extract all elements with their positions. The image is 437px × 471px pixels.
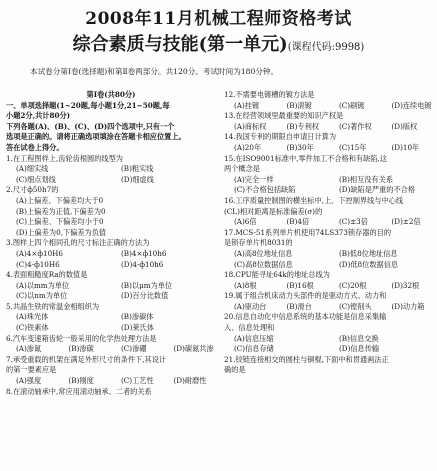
question	[6, 387, 216, 398]
option-row	[6, 175, 216, 186]
option-row	[224, 260, 434, 271]
question-stem: 3.图样上四个相同孔的尺寸标注正确的方法为	[6, 238, 150, 248]
question	[224, 291, 434, 312]
question-stem: 14.我国专利的期限自申请日计算为	[224, 132, 337, 142]
answer-option: (C)细点划线	[16, 174, 56, 184]
answer-option: (D)版权	[391, 121, 418, 131]
option-row	[6, 312, 216, 323]
option-row	[6, 376, 216, 387]
answer-option: (A)完全一样	[234, 174, 274, 184]
question	[224, 228, 434, 270]
answer-option: (D)缺陷是严重的不合格	[339, 185, 416, 195]
answer-option: (A)细实线	[16, 164, 49, 174]
answer-option: (A)挂镀	[234, 100, 260, 110]
option-row	[6, 249, 216, 260]
option-row	[6, 260, 216, 271]
right-question-list	[224, 90, 434, 376]
answer-option: (C)20根	[339, 280, 367, 290]
question-stem: 的第一要素应是	[6, 365, 57, 375]
answer-option: (A)渗氮	[16, 344, 42, 354]
question-stem: 8.在滚动轴承中,常应用滚动轴承、二者的关系	[6, 386, 152, 396]
question	[224, 355, 434, 376]
answer-option: (A)商标权	[234, 121, 267, 131]
option-row	[224, 249, 434, 260]
question	[6, 355, 216, 387]
question-stem: 17.MCS-51系列单片机使用74LS373锁存器的目的	[224, 227, 392, 237]
answer-option: (C)±3倍	[339, 217, 368, 227]
answer-option: (D)百分比数值	[121, 291, 169, 301]
instruction-line: 下列各题(A)、(B)、(C)、(D)四个选项中,只有一个	[6, 121, 175, 131]
answer-option: (C)不合格包括缺陷	[234, 185, 296, 195]
answer-option: (D)±2倍	[391, 217, 421, 227]
option-row	[6, 217, 216, 228]
instruction-line: 答在试卷上得分。	[6, 142, 64, 152]
question	[6, 302, 216, 334]
part-heading: 第Ⅰ卷(共80分)	[86, 90, 136, 99]
question-stem: 2.尺寸ф50h7的	[6, 185, 59, 195]
option-row	[224, 175, 434, 186]
question	[6, 238, 216, 270]
answer-option: (B)16根	[286, 280, 314, 290]
question	[6, 334, 216, 355]
option-row	[6, 164, 216, 175]
question-stem: 7.承受重载的机架在满足外形尺寸的条件下,其设计	[6, 354, 167, 364]
option-row	[6, 323, 216, 334]
subtitle-text: 综合素质与技能(第一单元)	[72, 34, 288, 55]
question	[224, 132, 434, 153]
question-stem: 6.汽车变速箱齿轮一般采用的化学热处理方法是	[6, 333, 157, 343]
answer-option: (C)渗硼	[121, 344, 147, 354]
answer-option: (D)耐磨性	[173, 376, 207, 386]
exam-title: 2008年11月机械工程师资格考试	[85, 9, 352, 29]
question	[224, 111, 434, 132]
answer-option: (B)30年	[286, 142, 314, 152]
answer-option: (B)4×ф10h6	[121, 248, 167, 258]
answer-option: (C)高8位数据信息	[234, 259, 293, 269]
option-row	[6, 291, 216, 302]
answer-option: (C)以nm为单位	[16, 291, 68, 301]
answer-option: (D)莱氏体	[121, 323, 154, 333]
question-stem: 两个概念是	[224, 164, 260, 174]
option-row	[224, 143, 434, 154]
answer-option: (C)著作权	[339, 121, 372, 131]
question	[224, 154, 434, 196]
answer-option: (B)渗碳	[68, 344, 94, 354]
answer-option: (B)低8位地址信息	[339, 248, 398, 258]
question-stem: (CL)相对距离是标准偏差(σ)的	[224, 206, 323, 216]
option-row	[6, 196, 216, 207]
answer-option: (B)粗实线	[121, 164, 154, 174]
question	[224, 270, 434, 291]
section-line: 一、单项选择题(1~20题,每小题1分,21~50题,每	[6, 100, 170, 110]
answer-option: (C)刷镀	[339, 100, 365, 110]
question	[6, 270, 216, 302]
exam-subtitle	[0, 30, 437, 56]
answer-option: (C)4-ф10H6	[16, 259, 60, 269]
right-column	[224, 90, 434, 376]
section-line: 小题2分,共计80分)	[6, 111, 71, 121]
question-stem: 15.在ISO9001标准中,零件加工不合格和有缺陷,这	[224, 153, 387, 163]
question-stem: 确的是	[224, 365, 246, 375]
answer-option: (B)上偏差为正值,下偏差为0	[16, 206, 106, 216]
question-stem: 19.属于组合机床动力头部件的是驱动方式、动力和	[224, 291, 387, 301]
answer-option: (D)细虚线	[121, 174, 154, 184]
answer-option: (D)低8位数据信息	[339, 259, 399, 269]
question-stem: 21.铰链连接相交的圆柱与铜棍,下面中和贯通画法正	[224, 354, 389, 364]
question	[6, 154, 216, 186]
option-row	[6, 228, 216, 239]
answer-option: (D)32根	[391, 280, 420, 290]
option-row	[224, 101, 434, 112]
question-stem: 13.在经营领域里最重要的知识产权是	[224, 111, 344, 121]
answer-option: (D)上偏差为0,下偏差为负值	[16, 227, 107, 237]
answer-option: (D)信息传输	[339, 344, 380, 354]
answer-option: (A)高8位地址信息	[234, 248, 293, 258]
answer-option: (C)铁素体	[16, 323, 49, 333]
option-row	[224, 217, 434, 228]
question-stem: 4.表面粗糙度Ra的数值是	[6, 270, 88, 280]
answer-option: (B)以μm为单位	[121, 280, 173, 290]
option-row	[224, 281, 434, 292]
answer-option: (A)驱动台	[234, 301, 267, 311]
question-stem: 1.在工程图样上,齿轮齿根圆的线型为	[6, 153, 123, 163]
answer-option: (C)信息存储	[234, 344, 274, 354]
option-row	[224, 334, 434, 345]
instruction-line: 选项是正确的。请将正确选项填涂在答题卡相应位置上。	[6, 132, 186, 142]
answer-option: (A)信息压缩	[234, 333, 274, 343]
question-stem: 是锁存单片机8031的	[224, 238, 293, 248]
question	[224, 196, 434, 228]
option-row	[224, 185, 434, 196]
answer-option: (B)滑台	[286, 301, 312, 311]
answer-option: (C)上偏差、下偏差均小于0	[16, 217, 104, 227]
question-stem: 20.信息自动化中信息系统的基本功能是信息采集输	[224, 312, 387, 322]
answer-option: (A)6倍	[234, 217, 257, 227]
answer-option: (C)镗削头	[339, 301, 372, 311]
option-row	[224, 302, 434, 313]
exam-intro: 本试卷分第Ⅰ卷(选择题)和第Ⅱ卷两部分。共120分。考试时间为180分钟。	[30, 67, 279, 76]
answer-option: (B)渗碳体	[121, 312, 154, 322]
answer-option: (D)连续电镀	[391, 100, 432, 110]
question-stem: 18.CPU能寻址64k的地址总线为	[224, 270, 330, 280]
answer-option: (A)以mm为单位	[16, 280, 70, 290]
answer-option: (A)强度	[16, 376, 42, 386]
answer-option: (A)上偏差、下偏差均大于0	[16, 195, 104, 205]
question-stem: 12.不需要电镀槽的镀方法是	[224, 90, 315, 99]
question-stem: 5.共晶生铁的常温金相组织为	[6, 301, 100, 311]
answer-option: (B)专利权	[286, 121, 319, 131]
answer-option: (C)15年	[339, 142, 367, 152]
course-code: (课程代码:9998)	[287, 42, 365, 53]
left-question-list	[6, 154, 216, 398]
answer-option: (B)滚镀	[286, 100, 312, 110]
question-stem: 入、信息处理和	[224, 323, 275, 333]
question	[6, 185, 216, 238]
answer-option: (A)20年	[234, 142, 262, 152]
option-row	[6, 207, 216, 218]
answer-option: (A)珠光体	[16, 312, 49, 322]
answer-option: (D)4-ф10h6	[121, 259, 164, 269]
option-row	[6, 281, 216, 292]
answer-option: (B)4倍	[286, 217, 310, 227]
answer-option: (B)信息交换	[339, 333, 379, 343]
answer-option: (D)动力箱	[391, 301, 425, 311]
answer-option: (B)刚度	[68, 376, 94, 386]
answer-option: (D)10年	[391, 142, 420, 152]
question	[224, 312, 434, 354]
option-row	[224, 122, 434, 133]
answer-option: (D)碳氮共渗	[173, 344, 214, 354]
option-row	[224, 344, 434, 355]
option-row	[6, 344, 216, 355]
answer-option: (C)工艺性	[121, 376, 154, 386]
answer-option: (B)相互没有关系	[339, 174, 394, 184]
answer-option: (A)8根	[234, 280, 257, 290]
left-column	[6, 90, 216, 397]
question-stem: 16.工序质量控制图的横坐标中,上、下控制界线与中心线	[224, 195, 404, 205]
question	[224, 90, 434, 111]
answer-option: (A)4×ф10H6	[16, 248, 64, 258]
